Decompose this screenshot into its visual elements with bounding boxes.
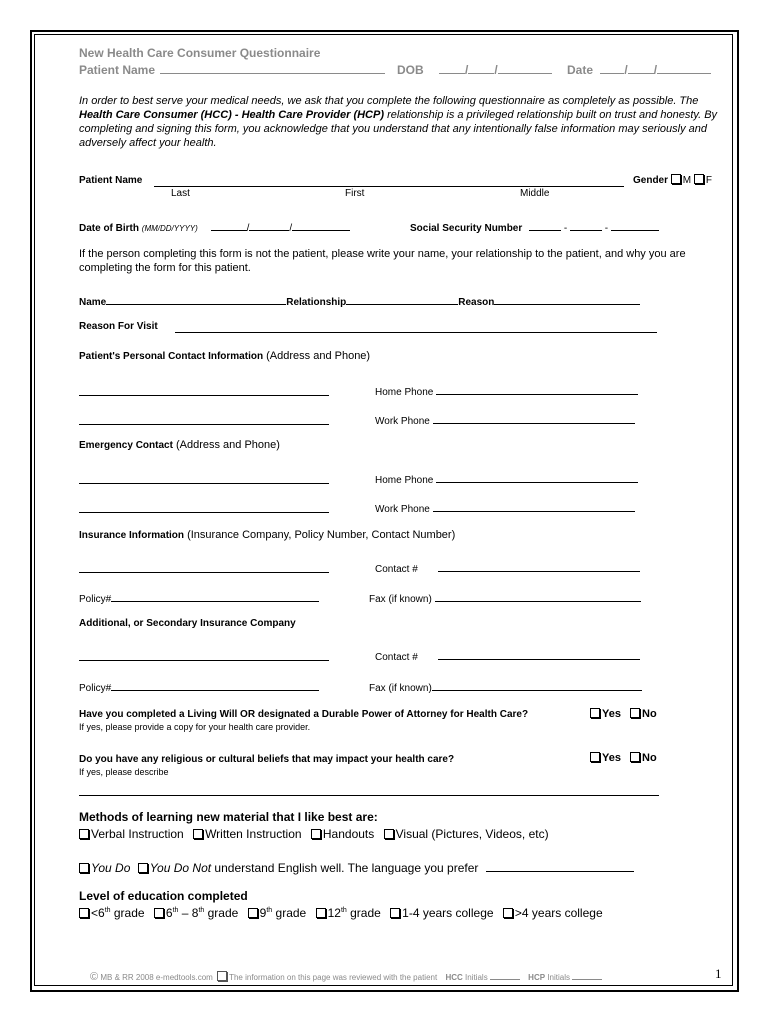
footer-reviewed-text: The information on this page was reviewed with the patient (229, 973, 438, 982)
education-college14-checkbox[interactable] (390, 908, 400, 918)
contact-work-phone-field[interactable] (433, 411, 635, 424)
proxy-name-field[interactable] (106, 292, 286, 305)
contact-address-line1[interactable] (79, 383, 329, 396)
secondary-insurance-title: Additional, or Secondary Insurance Company (79, 618, 296, 629)
english-you-do-label: You Do (91, 861, 131, 875)
beliefs-note: If yes, please describe (79, 767, 169, 777)
intro-text-1: In order to best serve your medical needs, we ask that you complete the following questionnaire as completely as possible. The (79, 95, 699, 107)
education-9-checkbox[interactable] (248, 908, 258, 918)
middle-name-caption: Middle (520, 188, 550, 199)
patient-name-label: Patient Name (79, 175, 143, 186)
education-12-checkbox[interactable] (316, 908, 326, 918)
learning-handouts-label: Handouts (322, 827, 375, 841)
beliefs-no-checkbox[interactable] (630, 752, 640, 762)
footer-hcp-initials-label: Initials (547, 973, 570, 982)
beliefs-description-field[interactable] (79, 783, 659, 796)
footer-hcp-label: HCP (528, 973, 546, 982)
contact-work-phone-label: Work Phone (375, 416, 430, 427)
contact-address-line2[interactable] (79, 412, 329, 425)
learning-written-label: Written Instruction (205, 827, 302, 841)
contact-work-phone-row (375, 411, 635, 427)
living-will-options (590, 708, 657, 720)
english-row (79, 859, 634, 875)
insurance-fax-field[interactable] (435, 589, 641, 602)
header-date-label: Date (567, 63, 594, 77)
education-6-8-label: 6th – 8th grade (165, 906, 239, 920)
contact-home-phone-row (375, 382, 638, 398)
footer (90, 971, 602, 983)
header-patient-name-field[interactable] (160, 61, 385, 74)
contact-home-phone-label: Home Phone (375, 387, 434, 398)
secondary-policy-row (79, 678, 319, 694)
contact-subtitle: (Address and Phone) (263, 350, 371, 362)
learning-title: Methods of learning new material that I like best are: (79, 810, 378, 824)
beliefs-yes-label: Yes (602, 752, 621, 764)
living-will-no-label: No (642, 708, 657, 720)
english-you-do-not-checkbox[interactable] (138, 863, 148, 873)
learning-handouts-checkbox[interactable] (311, 829, 321, 839)
intro-text-2: relationship is a privileged relationship built on trust and honesty. By completing and signing this form, you acknowledge that you understand that any intentionally false information may seriously and adversely affect your health. (79, 109, 718, 149)
header-dob-day[interactable] (468, 61, 494, 74)
proxy-name-label: Name (79, 297, 107, 308)
insurance-fax-row (369, 589, 641, 605)
ssn-part2[interactable] (570, 218, 602, 231)
emergency-address-line1[interactable] (79, 471, 329, 484)
insurance-policy-row (79, 589, 319, 605)
secondary-fax-label: Fax (if known) (369, 683, 432, 694)
ssn-row: Social Security Number - - (410, 218, 659, 234)
living-will-no-checkbox[interactable] (630, 708, 640, 718)
insurance-company-field[interactable] (79, 560, 329, 573)
living-will-note: If yes, please provide a copy for your health care provider. (79, 722, 311, 732)
emergency-work-phone-label: Work Phone (375, 504, 430, 515)
beliefs-question: Do you have any religious or cultural beliefs that may impact your health care? (79, 754, 455, 765)
insurance-policy-label: Policy# (79, 594, 112, 605)
dob-format: (MM/DD/YYYY) (141, 224, 198, 233)
secondary-contact-field[interactable] (438, 647, 640, 660)
emergency-subtitle: (Address and Phone) (172, 439, 280, 451)
contact-title: Patient's Personal Contact Information (79, 351, 264, 362)
learning-options (79, 827, 549, 841)
ssn-part1[interactable] (529, 218, 561, 231)
footer-copyright: MB & RR 2008 e-medtools.com (100, 973, 213, 982)
proxy-instructions: If the person completing this form is not the patient, please write your name, your relationship to the patient, and why you are completing the form for this patient. (79, 248, 686, 274)
patient-name-field[interactable] (154, 174, 624, 187)
learning-visual-label: Visual (Pictures, Videos, etc) (395, 827, 549, 841)
dob-year-field[interactable] (292, 218, 350, 231)
proxy-relationship-label: Relationship (286, 297, 347, 308)
education-12-label: 12th grade (327, 906, 381, 920)
form-title: New Health Care Consumer Questionnaire (79, 46, 321, 60)
header-dob-label: DOB (397, 63, 424, 77)
header-patient-name-label: Patient Name (79, 63, 156, 77)
education-college14-label: 1-4 years college (402, 906, 494, 920)
emergency-work-phone-row (375, 499, 635, 515)
gender-label: Gender (633, 175, 669, 186)
proxy-reason-label: Reason (458, 297, 495, 308)
english-text: understand English well. The language you prefer (211, 861, 479, 875)
emergency-address-line2[interactable] (79, 500, 329, 513)
page-number: 1 (715, 966, 722, 981)
learning-verbal-checkbox[interactable] (79, 829, 89, 839)
dob-month-field[interactable] (211, 218, 247, 231)
gender-m-checkbox[interactable] (671, 174, 681, 184)
ssn-part3[interactable] (611, 218, 659, 231)
ssn-label: Social Security Number (410, 223, 523, 234)
education-lt6-label: <6th grade (91, 906, 145, 920)
gender-f-label: F (705, 175, 713, 186)
emergency-work-phone-field[interactable] (433, 499, 635, 512)
gender-m-label: M (682, 175, 692, 186)
contact-section-title (79, 350, 370, 362)
education-9-label: 9th grade (259, 906, 307, 920)
insurance-section-title (79, 529, 455, 541)
footer-hcp-initials-field[interactable] (572, 971, 602, 980)
intro-paragraph (79, 94, 719, 150)
english-you-do-not-label: You Do Not (149, 861, 212, 875)
last-name-caption: Last (171, 188, 190, 199)
first-name-caption: First (345, 188, 365, 199)
preferred-language-field[interactable] (486, 859, 634, 872)
secondary-fax-field[interactable] (432, 678, 642, 691)
living-will-yes-label: Yes (602, 708, 621, 720)
header-date-row: Date / / (567, 61, 711, 77)
emergency-home-phone-label: Home Phone (375, 475, 434, 486)
education-6-8-checkbox[interactable] (154, 908, 164, 918)
proxy-row (79, 292, 640, 308)
dob-day-field[interactable] (249, 218, 289, 231)
insurance-contact-label: Contact # (375, 564, 418, 575)
copyright-icon: © (90, 971, 99, 983)
secondary-contact-label: Contact # (375, 652, 418, 663)
emergency-home-phone-field[interactable] (436, 470, 638, 483)
dob-label: Date of Birth (79, 223, 139, 234)
footer-reviewed-checkbox[interactable] (217, 971, 227, 981)
gender-f-checkbox[interactable] (694, 174, 704, 184)
beliefs-no-label: No (642, 752, 657, 764)
insurance-policy-field[interactable] (111, 589, 319, 602)
header-dob-row: DOB / / (397, 61, 552, 77)
header-patient-name-row (79, 61, 385, 77)
secondary-company-field[interactable] (79, 648, 329, 661)
learning-verbal-label: Verbal Instruction (91, 827, 184, 841)
learning-written-checkbox[interactable] (193, 829, 203, 839)
secondary-policy-field[interactable] (111, 678, 319, 691)
contact-home-phone-field[interactable] (436, 382, 638, 395)
secondary-fax-row (369, 678, 642, 694)
insurance-contact-row (375, 559, 640, 575)
insurance-title: Insurance Information (79, 530, 185, 541)
emergency-title: Emergency Contact (79, 440, 173, 451)
emergency-home-phone-row (375, 470, 638, 486)
proxy-relationship-field[interactable] (346, 292, 458, 305)
proxy-reason-field[interactable] (494, 292, 640, 305)
header-date-day[interactable] (628, 61, 654, 74)
beliefs-options (590, 752, 657, 764)
education-college4-label: >4 years college (514, 906, 603, 920)
reason-visit-label: Reason For Visit (79, 321, 158, 332)
english-you-do-checkbox[interactable] (79, 863, 89, 873)
secondary-policy-label: Policy# (79, 683, 112, 694)
education-options (79, 906, 603, 920)
footer-hcc-label: HCC (445, 973, 463, 982)
dob-row: Date of Birth (MM/DD/YYYY) / / (79, 218, 350, 234)
emergency-section-title (79, 439, 280, 451)
education-lt6-checkbox[interactable] (79, 908, 89, 918)
header-dob-month[interactable] (439, 61, 465, 74)
reason-visit-field[interactable] (175, 320, 657, 333)
footer-hcc-initials-field[interactable] (490, 971, 520, 980)
footer-hcc-initials-label: Initials (465, 973, 488, 982)
education-college4-checkbox[interactable] (503, 908, 513, 918)
header-dob-year[interactable] (498, 61, 552, 74)
gender-row (633, 174, 712, 186)
header-date-year[interactable] (657, 61, 711, 74)
secondary-contact-row (375, 647, 640, 663)
beliefs-yes-checkbox[interactable] (590, 752, 600, 762)
living-will-yes-checkbox[interactable] (590, 708, 600, 718)
insurance-subtitle: (Insurance Company, Policy Number, Contact Number) (184, 529, 456, 541)
learning-visual-checkbox[interactable] (384, 829, 394, 839)
education-title: Level of education completed (79, 889, 248, 903)
insurance-contact-field[interactable] (438, 559, 640, 572)
header-date-month[interactable] (600, 61, 624, 74)
insurance-fax-label: Fax (if known) (369, 594, 432, 605)
living-will-question: Have you completed a Living Will OR designated a Durable Power of Attorney for Health Care? (79, 709, 529, 720)
intro-text-bold: Health Care Consumer (HCC) - Health Care Provider (HCP) (79, 109, 385, 121)
